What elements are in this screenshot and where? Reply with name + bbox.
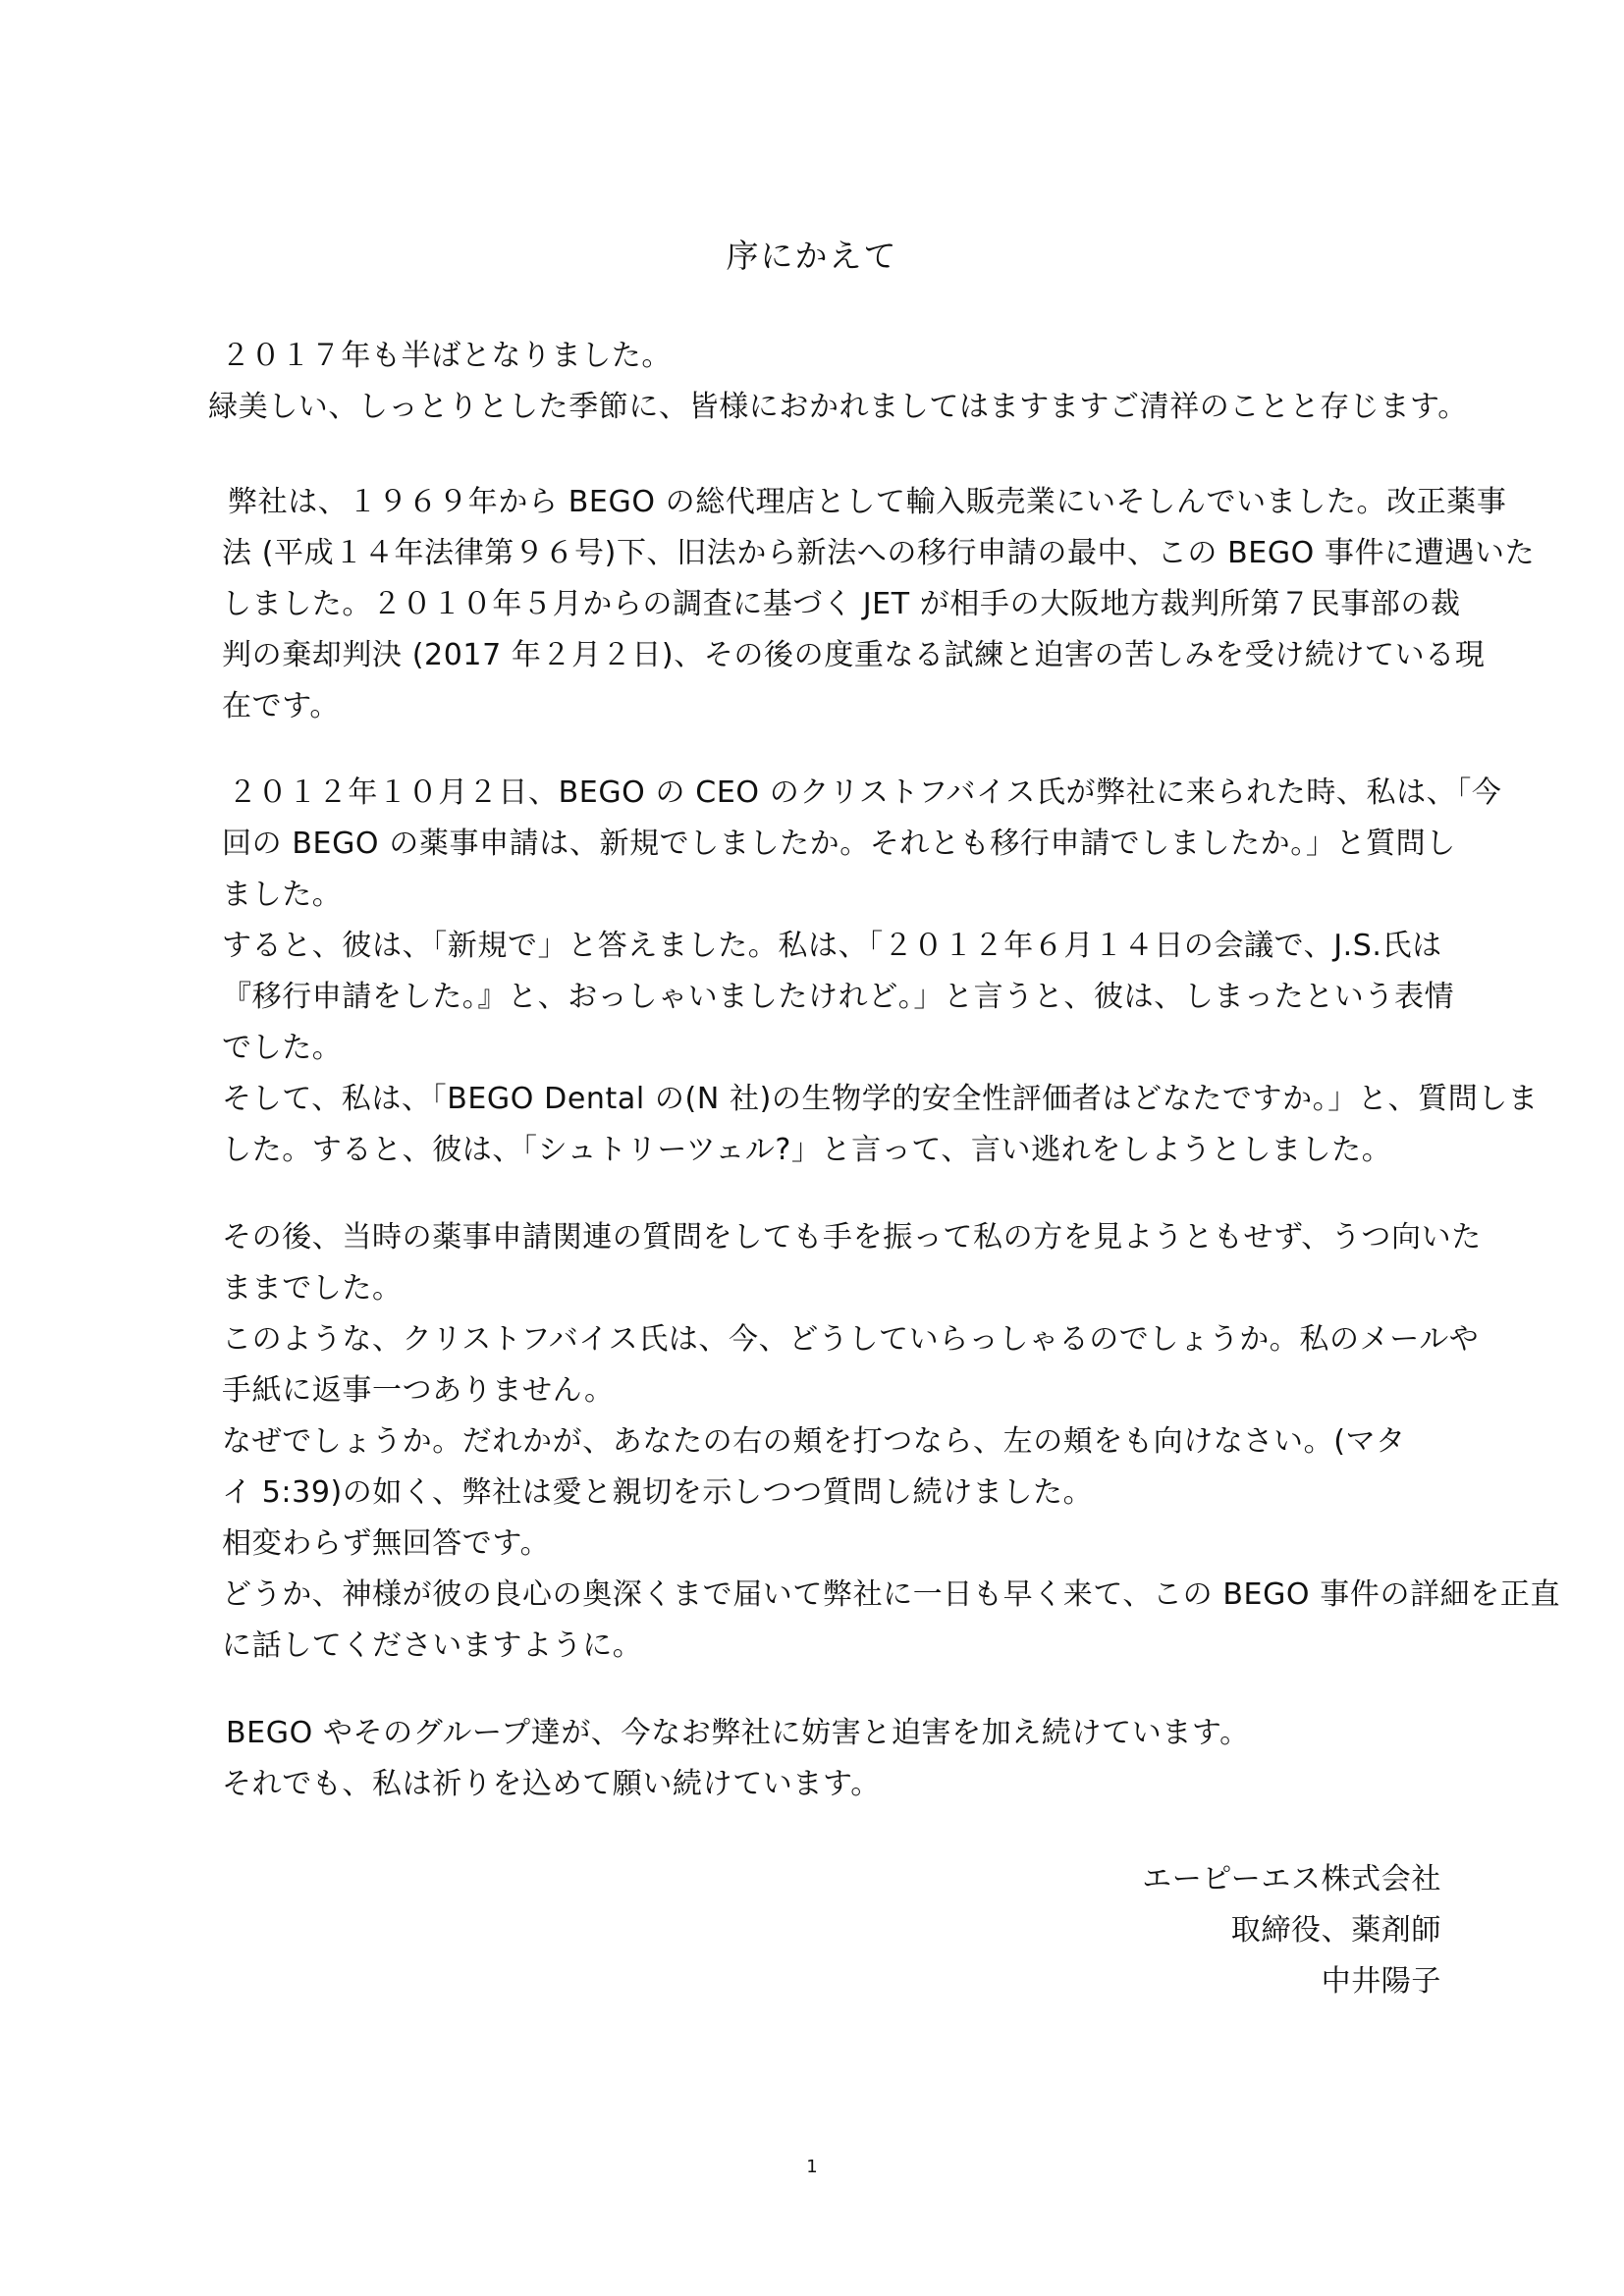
- text-line: どうか、神様が彼の良心の奥深くまで届いて弊社に一日も早く来て、この BEGO 事件の詳細を正直: [222, 1577, 1561, 1612]
- text-line: ままでした。: [222, 1271, 403, 1306]
- text-line: 緑美しい、しっとりとした季節に、皆様におかれましてはますますご清祥のことと存じます。: [208, 390, 1468, 424]
- text-line: すると、彼は、「新規で」と答えました。私は、「２０１２年６月１４日の会議で、J.S.氏は: [222, 929, 1442, 963]
- text-line: このような、クリストフバイス氏は、今、どうしていらっしゃるのでしょうか。私のメールや: [222, 1322, 1480, 1357]
- text-line: しました。２０１０年５月からの調査に基づく JET が相手の大阪地方裁判所第７民事部の裁: [222, 587, 1461, 621]
- signature-role: 取締役、薬剤師: [1230, 1913, 1441, 1948]
- text-line: その後、当時の薬事申請関連の質問をしても手を振って私の方を見ようともせず、うつ向いた: [222, 1220, 1482, 1255]
- text-line: ２０１７年も半ばとなりました。: [221, 339, 672, 373]
- text-line: 手紙に返事一つありません。: [222, 1373, 615, 1408]
- text-line: BEGO やそのグループ達が、今なお弊社に妨害と迫害を加え続けています。: [226, 1716, 1250, 1750]
- text-line: なぜでしょうか。だれかが、あなたの右の頬を打つなら、左の頬をも向けなさい。(マタ: [222, 1424, 1406, 1459]
- text-line: 在です。: [222, 689, 340, 723]
- page-number: 1: [806, 2157, 818, 2177]
- text-line: イ 5:39)の如く、弊社は愛と親切を示しつつ質問し続けました。: [222, 1475, 1094, 1510]
- text-line: でした。: [222, 1031, 343, 1065]
- text-line: 法 (平成１４年法律第９６号)下、旧法から新法への移行申請の最中、この BEGO 事件に遭遇いた: [222, 536, 1536, 570]
- text-line: 回の BEGO の薬事申請は、新規でしましたか。それとも移行申請でしましたか。」と質問し: [222, 827, 1456, 861]
- text-line: 判の棄却判決 (2017 年２月２日)、その後の度重なる試練と迫害の苦しみを受け続けている現: [222, 638, 1486, 672]
- text-line: した。すると、彼は、「シュトリーツェル?」と言って、言い逃れをしようとしました。: [222, 1133, 1392, 1167]
- text-line: 『移行申請をした。』と、おっしゃいましたけれど。」と言うと、彼は、しまったという表情: [222, 980, 1455, 1014]
- text-line: 相変わらず無回答です。: [222, 1526, 551, 1561]
- signature-name: 中井陽子: [1321, 1964, 1441, 1999]
- text-line: そして、私は、「BEGO Dental の(N 社)の生物学的安全性評価者はどなたですか。」と、質問しま: [222, 1082, 1539, 1116]
- text-line: に話してくださいますように。: [222, 1629, 643, 1663]
- text-line: ２０１２年１０月２日、BEGO の CEO のクリストフバイス氏が弊社に来られた時、私は、「今: [228, 775, 1502, 810]
- signature-company: エーピーエス株式会社: [1142, 1862, 1441, 1896]
- text-line: ました。: [222, 878, 343, 912]
- text-line: 弊社は、１９６９年から BEGO の総代理店として輸入販売業にいそしんでいました。改正薬事: [228, 485, 1507, 519]
- text-line: それでも、私は祈りを込めて願い続けています。: [222, 1767, 881, 1801]
- document-title: 序にかえて: [726, 237, 898, 275]
